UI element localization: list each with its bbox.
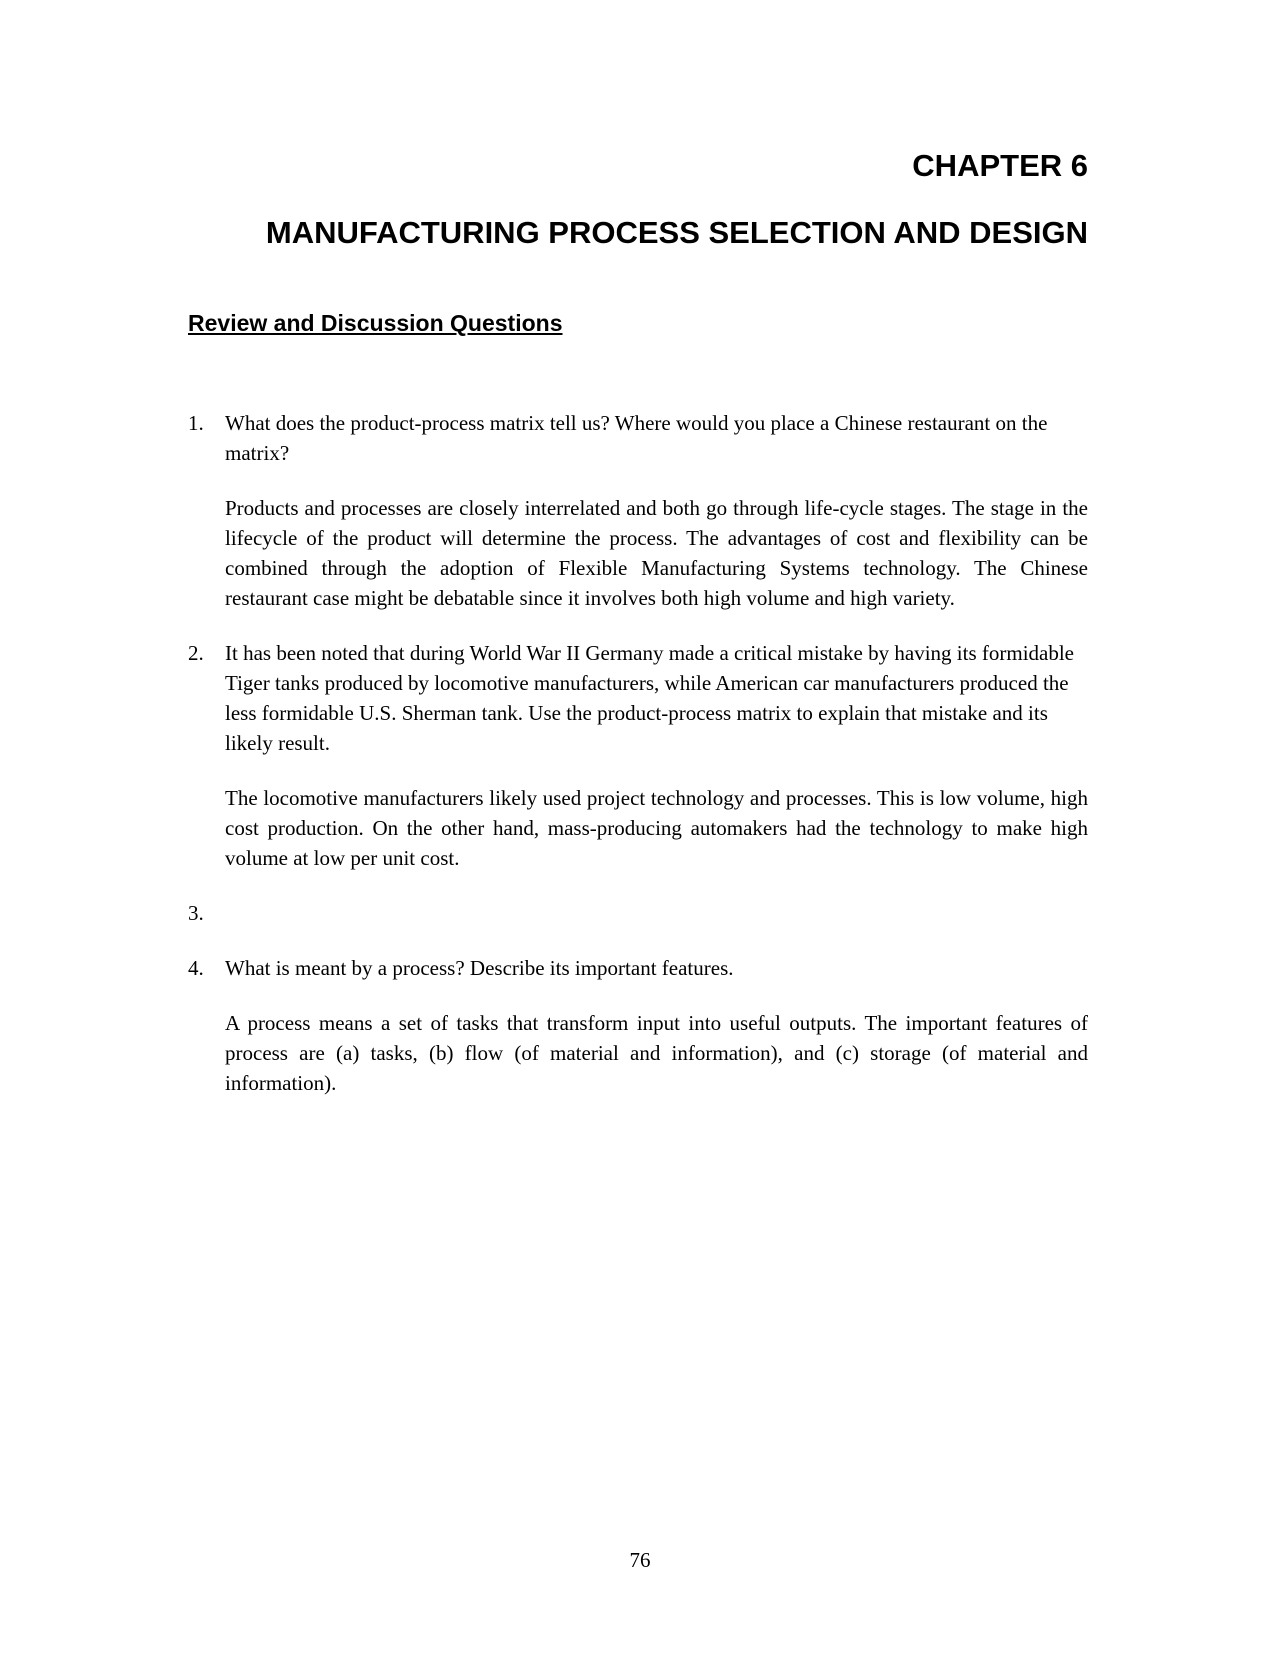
section-heading: Review and Discussion Questions — [188, 310, 563, 336]
question-number: 2. — [188, 641, 204, 665]
chapter-number: CHAPTER 6 — [912, 148, 1088, 183]
question-text: What does the product-process matrix tell us? Where would you place a Chinese restaurant on the matrix? — [225, 411, 1048, 465]
question-text: What is meant by a process? Describe its important features. — [225, 956, 734, 980]
question-item — [188, 953, 1088, 983]
page-number: 76 — [629, 1548, 651, 1572]
question-text: It has been noted that during World War II Germany made a critical mistake by having its formidable Tiger tanks produced by locomotive manufacturers, while American car manufacturers produced the less formidable U.S. Sherman tank. Use the product-process matrix to explain that mistake and its likely result. — [225, 641, 1075, 755]
question-number: 3. — [188, 901, 204, 925]
question-number: 1. — [188, 411, 204, 435]
question-item — [188, 408, 1088, 468]
answer-text: Products and processes are closely interrelated and both go through life-cycle stages. The stage in the lifecycle of the product will determine the process. The advantages of cost and flexibility can be combined through the adoption of Flexible Manufacturing Systems technology. The Chinese restaurant case might be debatable since it involves both high volume and high variety. — [225, 496, 1088, 610]
question-item — [188, 638, 1088, 758]
question-number: 4. — [188, 956, 204, 980]
question-item — [188, 898, 1088, 928]
chapter-title: MANUFACTURING PROCESS SELECTION AND DESIGN — [265, 215, 1088, 250]
questions-list — [188, 408, 1088, 1123]
question-text — [225, 898, 1088, 928]
answer-text: The locomotive manufacturers likely used project technology and processes. This is low volume, high cost production. On the other hand, mass-producing automakers had the technology to make high volume at low per unit cost. — [225, 786, 1088, 870]
answer-text: A process means a set of tasks that transform input into useful outputs. The important features of process are (a) tasks, (b) flow (of material and information), and (c) storage (of material and information). — [225, 1011, 1088, 1095]
